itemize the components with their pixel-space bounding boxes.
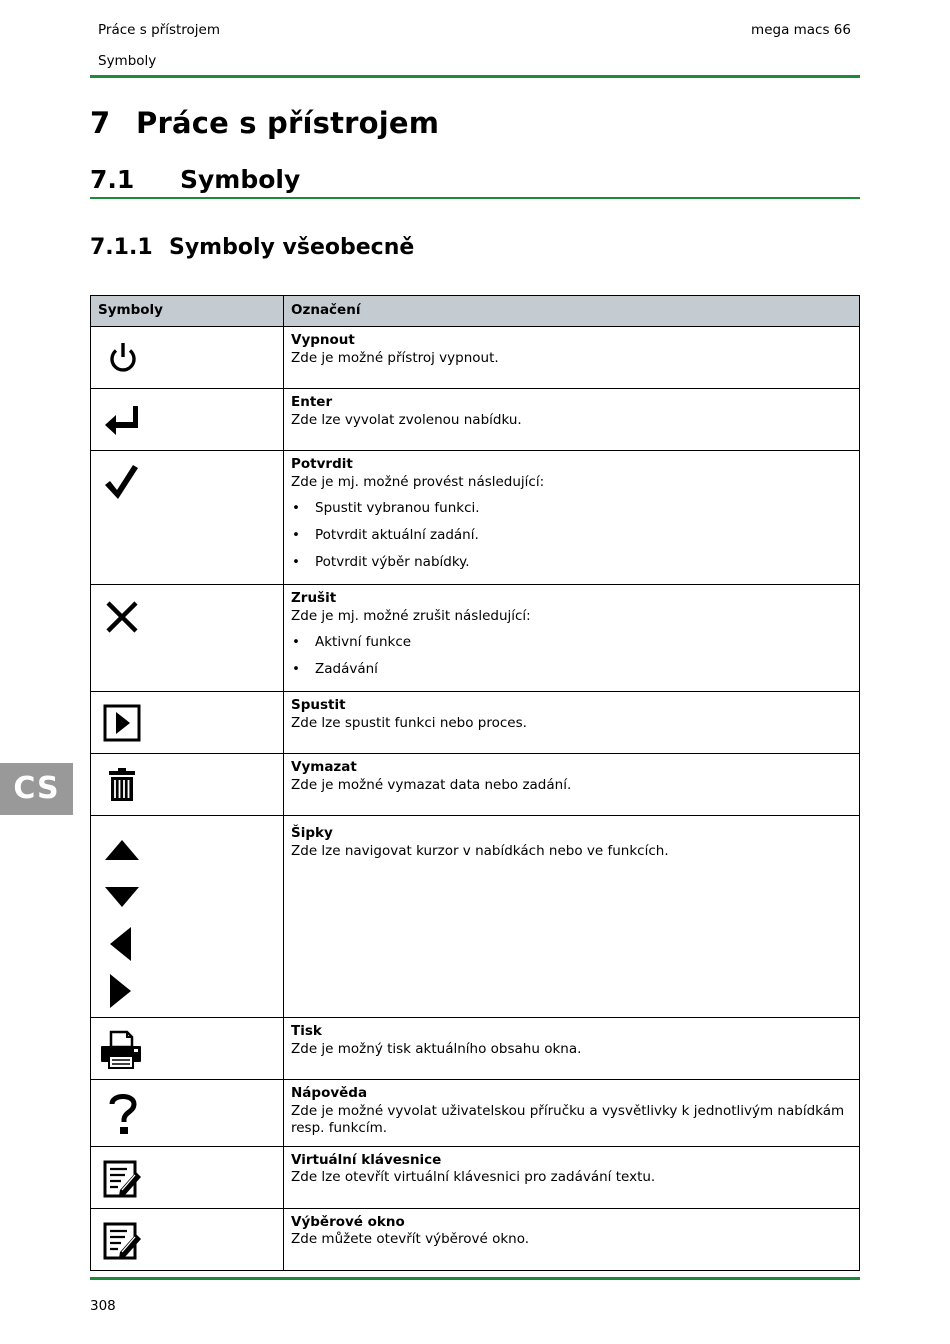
subsection-number: 7.1.1: [90, 235, 153, 260]
section-heading: [90, 165, 300, 194]
symbol-cell: [91, 1146, 284, 1208]
symbol-title: Vypnout: [291, 332, 355, 348]
table-header-row: [91, 296, 860, 327]
table-row: [91, 1018, 860, 1080]
meaning-cell: [284, 585, 860, 692]
table-row: [91, 389, 860, 451]
bullet-list: [291, 495, 852, 576]
running-header-title: Práce s přístrojem: [98, 22, 220, 38]
symbols-table: [90, 295, 860, 1271]
bullet-list: [291, 629, 852, 683]
trash-icon: [103, 766, 143, 806]
help-icon: [103, 1092, 143, 1136]
symbol-title: Zrušit: [291, 590, 337, 606]
meaning-cell: [284, 451, 860, 585]
symbol-description: Zde je možné vyvolat uživatelskou příručku a vysvětlivky k jednotlivým nabídkám resp. funkcím.: [291, 1102, 845, 1136]
table-row: [91, 1208, 860, 1270]
meaning-cell: [284, 1146, 860, 1208]
symbol-title: Nápověda: [291, 1085, 368, 1101]
table-row: [91, 327, 860, 389]
checkmark-icon: [103, 463, 143, 503]
start-play-icon: [103, 704, 143, 744]
symbol-description: Zde je mj. možné zrušit následující:: [291, 607, 531, 624]
meaning-cell: [284, 1080, 860, 1147]
symbol-title: Virtuální klávesnice: [291, 1151, 442, 1168]
table-row: [91, 692, 860, 754]
column-header-meaning: Označení: [284, 296, 860, 327]
symbol-description: Zde lze spustit funkci nebo proces.: [291, 714, 527, 731]
meaning-cell: [284, 1018, 860, 1080]
power-icon: [103, 339, 143, 379]
table-row: [91, 1146, 860, 1208]
arrow-left-icon: [103, 924, 143, 964]
arrow-down-icon: [103, 877, 143, 917]
symbol-cell: [91, 451, 284, 585]
arrow-up-icon: [103, 830, 143, 870]
symbol-cell: [91, 389, 284, 451]
list-item: • Zadávání: [291, 656, 852, 683]
header-divider: [90, 75, 860, 78]
table-row: [91, 816, 860, 1018]
meaning-cell: [284, 692, 860, 754]
chapter-heading: [90, 106, 439, 140]
symbol-title: Enter: [291, 394, 333, 410]
list-item: • Potvrdit výběr nabídky.: [291, 549, 852, 576]
table-row: [91, 754, 860, 816]
symbol-description: Zde lze navigovat kurzor v nabídkách nebo ve funkcích.: [291, 842, 669, 859]
symbol-title: Spustit: [291, 697, 346, 713]
symbol-description: Zde je možné přístroj vypnout.: [291, 349, 499, 366]
chapter-title: Práce s přístrojem: [136, 106, 440, 140]
running-header-section: Symboly: [98, 53, 157, 69]
symbol-cell: [91, 816, 284, 1018]
symbol-cell: [91, 1080, 284, 1147]
meaning-cell: [284, 754, 860, 816]
symbol-description: Zde lze vyvolat zvolenou nabídku.: [291, 411, 522, 428]
section-title: Symboly: [180, 165, 301, 194]
symbol-description: Zde je možný tisk aktuálního obsahu okna.: [291, 1040, 582, 1057]
symbol-cell: [91, 327, 284, 389]
table-row: [91, 451, 860, 585]
list-item: • Spustit vybranou funkci.: [291, 495, 852, 522]
edit-note-icon: [103, 1159, 143, 1199]
symbol-cell: [91, 585, 284, 692]
section-divider: [90, 197, 860, 199]
meaning-cell: [284, 327, 860, 389]
symbol-cell: [91, 754, 284, 816]
enter-icon: [103, 401, 143, 441]
page-number: 308: [90, 1298, 116, 1314]
symbol-title: Šipky: [291, 825, 333, 841]
symbol-title: Tisk: [291, 1023, 322, 1039]
cancel-x-icon: [103, 597, 143, 637]
symbol-title: Výběrové okno: [291, 1213, 405, 1230]
meaning-cell: [284, 1208, 860, 1270]
list-item: • Aktivní funkce: [291, 629, 852, 656]
chapter-number: 7: [90, 106, 111, 140]
symbol-description: Zde je možné vymazat data nebo zadání.: [291, 776, 572, 793]
section-number: 7.1: [90, 165, 135, 194]
language-tab: CS: [0, 763, 73, 815]
symbol-title: Potvrdit: [291, 456, 353, 472]
symbol-cell: [91, 1018, 284, 1080]
column-header-symbol: Symboly: [91, 296, 284, 327]
subsection-title: Symboly všeobecně: [169, 235, 415, 260]
table-row: [91, 1080, 860, 1147]
symbol-description: Zde můžete otevřít výběrové okno.: [291, 1231, 530, 1247]
footer-divider: [90, 1277, 860, 1280]
symbol-description: Zde lze otevřít virtuální klávesnici pro zadávání textu.: [291, 1169, 656, 1185]
symbol-title: Vymazat: [291, 759, 357, 775]
meaning-cell: [284, 389, 860, 451]
running-header-product: mega macs 66: [751, 22, 851, 38]
symbol-description: Zde je mj. možné provést následující:: [291, 473, 545, 490]
list-item: • Potvrdit aktuální zadání.: [291, 522, 852, 549]
table-row: [91, 585, 860, 692]
subsection-heading: [90, 235, 414, 260]
symbol-cell: [91, 692, 284, 754]
meaning-cell: [284, 816, 860, 1018]
arrow-right-icon: [103, 971, 143, 1011]
edit-note-icon: [103, 1221, 143, 1261]
symbol-cell: [91, 1208, 284, 1270]
printer-icon: [99, 1030, 143, 1070]
